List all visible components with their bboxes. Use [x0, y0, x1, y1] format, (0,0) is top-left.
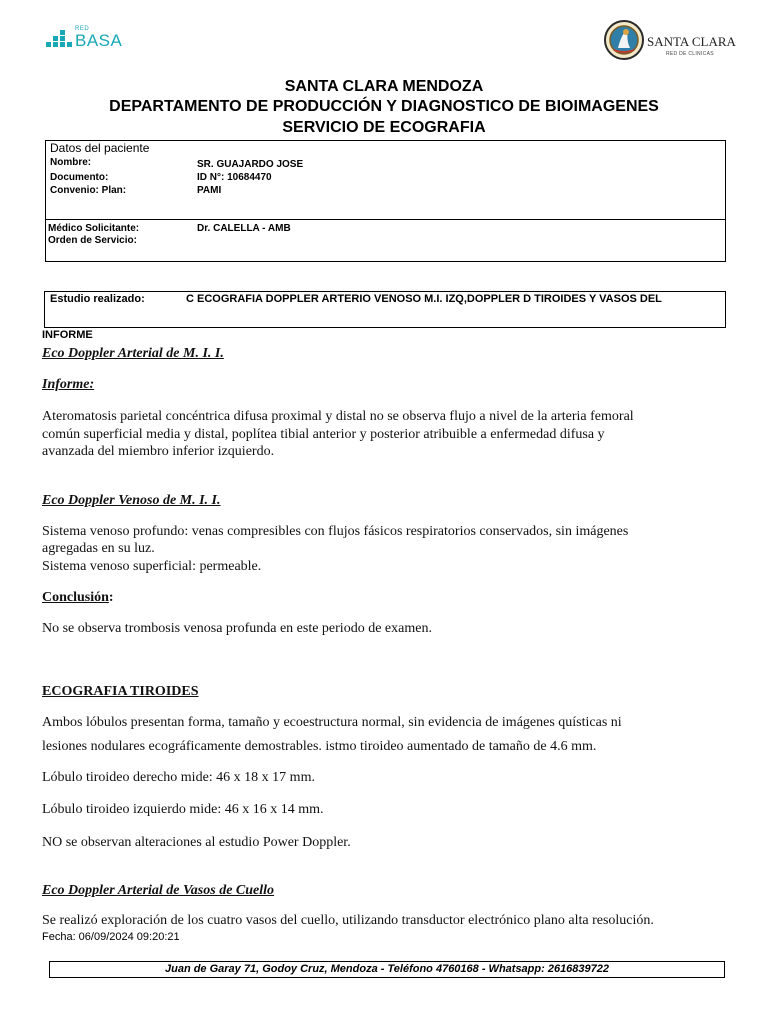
santa-clara-logo	[604, 20, 736, 62]
patient-name-label: Nombre:	[50, 157, 92, 168]
patient-box-divider	[46, 219, 725, 220]
section-arterial-subtitle: Informe:	[42, 377, 95, 392]
section-arterial-title: Eco Doppler Arterial de M. I. I.	[42, 346, 224, 361]
conclusion-title: Conclusión	[42, 590, 109, 605]
order-label: Orden de Servicio:	[48, 235, 137, 246]
footer-box	[49, 961, 725, 978]
conclusion-heading	[42, 590, 114, 606]
santa-clara-logo-subtitle: RED DE CLINICAS	[666, 51, 714, 57]
conclusion-text: No se observa trombosis venosa profunda en este periodo de examen.	[42, 621, 432, 636]
venous-line-2: agregadas en su luz.	[42, 541, 155, 556]
header-line-1: SANTA CLARA MENDOZA	[284, 78, 484, 95]
arterial-line-2: común superficial media y distal, poplítea tibial anterior y posterior atribuible a enfermedad difusa y	[42, 427, 605, 442]
thyroid-power-doppler: NO se observan alteraciones al estudio Power Doppler.	[42, 835, 351, 850]
patient-name-value: SR. GUAJARDO JOSE	[197, 159, 304, 170]
section-neck-title: Eco Doppler Arterial de Vasos de Cuello	[42, 883, 275, 898]
footer-address: Juan de Garay 71, Godoy Cruz, Mendoza - Teléfono 4760168 - Whatsapp: 2616839722	[164, 963, 610, 975]
patient-document-label: Documento:	[50, 172, 109, 183]
doctor-value: Dr. CALELLA - AMB	[197, 223, 291, 234]
conclusion-colon: :	[108, 590, 114, 605]
venous-line-3: Sistema venoso superficial: permeable.	[42, 559, 262, 574]
doctor-label: Médico Solicitante:	[48, 223, 140, 234]
header-line-2: DEPARTAMENTO DE PRODUCCIÓN Y DIAGNOSTICO DE BIOIMAGENES	[109, 98, 659, 115]
thyroid-line-1: Ambos lóbulos presentan forma, tamaño y ecoestructura normal, sin evidencia de imágenes quísticas ni	[42, 715, 622, 730]
report-date: Fecha: 06/09/2024 09:20:21	[42, 931, 180, 943]
basa-logo-red: RED	[75, 26, 90, 32]
informe-label: INFORME	[42, 329, 93, 341]
red-basa-logo	[46, 26, 136, 50]
thyroid-line-2: lesiones nodulares ecográficamente demostrables. istmo tiroideo aumentado de tamaño de 4.6 mm.	[42, 739, 597, 754]
patient-data-box	[45, 140, 726, 262]
header-line-3: SERVICIO DE ECOGRAFIA	[282, 119, 486, 136]
patient-section-title: Datos del paciente	[50, 141, 150, 155]
venous-line-1: Sistema venoso profundo: venas compresibles con flujos fásicos respiratorios conservados, sin imágenes	[42, 524, 629, 539]
section-thyroid-title: ECOGRAFIA TIROIDES	[42, 684, 199, 699]
thyroid-left-lobe: Lóbulo tiroideo izquierdo mide: 46 x 16 x 14 mm.	[42, 802, 324, 817]
arterial-line-1: Ateromatosis parietal concéntrica difusa proximal y distal no se observa flujo a nivel de la arteria femoral	[42, 409, 634, 424]
arterial-line-3: avanzada del miembro inferior izquierdo.	[42, 444, 275, 459]
thyroid-right-lobe: Lóbulo tiroideo derecho mide: 46 x 18 x 17 mm.	[42, 770, 315, 785]
patient-plan-value: PAMI	[197, 185, 222, 196]
patient-document-value: ID N°: 10684470	[197, 172, 272, 183]
study-value: C ECOGRAFIA DOPPLER ARTERIO VENOSO M.I. IZQ,DOPPLER D TIROIDES Y VASOS DEL	[186, 293, 662, 305]
neck-line-1: Se realizó exploración de los cuatro vasos del cuello, utilizando transductor electrónico plano alta resolución.	[42, 913, 654, 928]
section-venous-title: Eco Doppler Venoso de M. I. I.	[42, 493, 221, 508]
santa-clara-logo-name: SANTA CLARA	[647, 34, 736, 49]
basa-logo-name: BASA	[75, 31, 123, 50]
study-label: Estudio realizado:	[50, 293, 145, 305]
basa-dots-icon	[46, 30, 72, 48]
santa-clara-seal-icon	[604, 20, 644, 60]
patient-plan-label: Convenio: Plan:	[50, 185, 127, 196]
